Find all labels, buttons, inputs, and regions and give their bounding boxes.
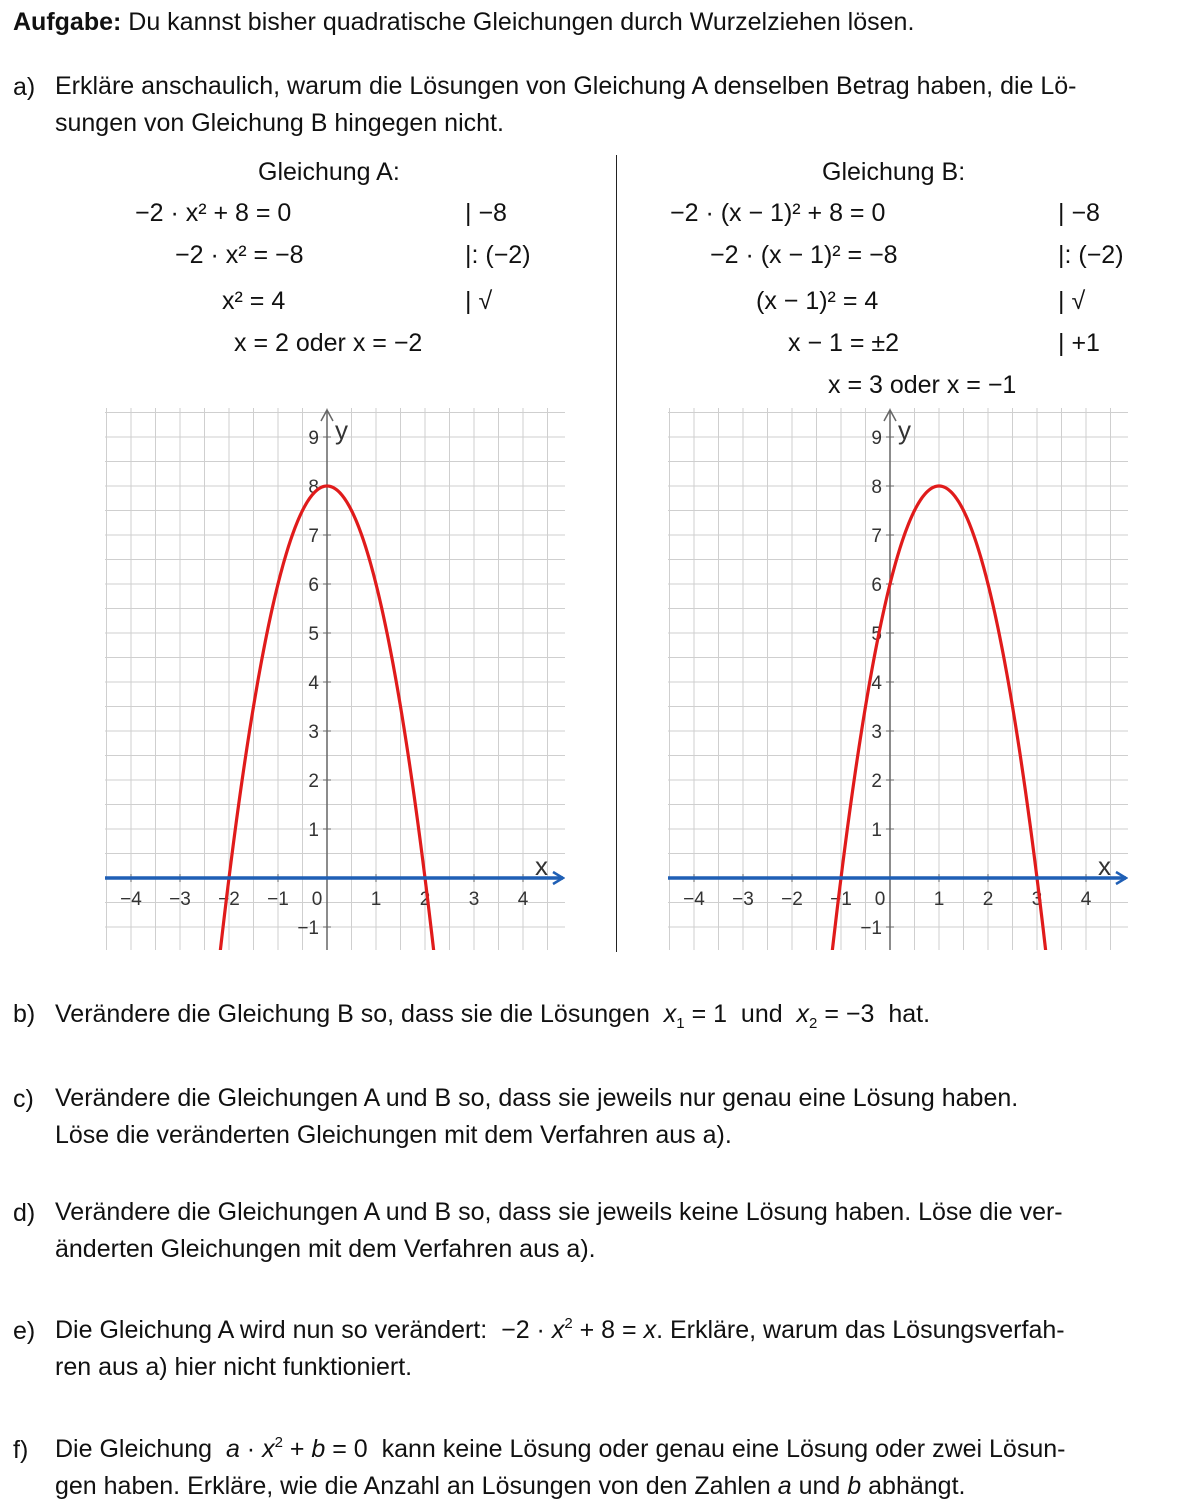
equation-a-row4: x = 2 oder x = −2 xyxy=(234,329,423,357)
item-f-eq-dot: · xyxy=(239,1435,263,1463)
item-f-line2-und: und xyxy=(798,1472,841,1500)
item-f-line2-a: a xyxy=(777,1472,792,1500)
equation-a-row1 xyxy=(135,199,291,228)
y-tick-label: 5 xyxy=(308,624,319,645)
x-tick-label: 1 xyxy=(933,889,945,910)
x-tick-label: −2 xyxy=(781,889,803,910)
item-b-und: und xyxy=(740,1000,783,1028)
item-a-line2: sungen von Gleichung B hingegen nicht. xyxy=(55,109,504,137)
item-f-line2-before: gen haben. Erkläre, wie die Anzahl an Lösungen von den Zahlen xyxy=(55,1472,771,1500)
y-tick-label: 4 xyxy=(308,673,319,694)
item-f-text-before: Die Gleichung xyxy=(55,1435,213,1463)
y-tick-label: 4 xyxy=(871,673,882,694)
item-d-line2: änderten Gleichungen mit dem Verfahren aus a). xyxy=(55,1235,596,1263)
x-tick-label: 0 xyxy=(874,889,886,910)
x-tick-label: −1 xyxy=(830,889,852,910)
x-tick-label: 4 xyxy=(517,889,529,910)
y-tick-label: 1 xyxy=(308,820,319,841)
y-tick-label: 5 xyxy=(871,624,882,645)
equation-b-row3 xyxy=(756,287,878,316)
item-f-line2-after: abhängt. xyxy=(868,1472,966,1500)
equation-a-row3-lhs: x² = 4 xyxy=(222,287,286,315)
equation-b-row1 xyxy=(670,199,885,228)
x-tick-label: −4 xyxy=(120,889,142,910)
item-c-line2: Löse die veränderten Gleichungen mit dem Verfahren aus a). xyxy=(55,1121,732,1149)
y-tick-label: 7 xyxy=(871,526,882,547)
grid xyxy=(668,408,1128,950)
x-tick-label: 3 xyxy=(468,889,480,910)
y-tick-label: 3 xyxy=(308,722,319,743)
item-f-eq-plus: + xyxy=(282,1435,312,1463)
y-tick-label: 6 xyxy=(871,575,882,596)
item-d-letter: d) xyxy=(13,1199,36,1227)
y-tick-label: 8 xyxy=(308,477,319,498)
x-tick-label: 0 xyxy=(311,889,323,910)
x-tick-label: −2 xyxy=(218,889,240,910)
equation-b-row5: x = 3 oder x = −1 xyxy=(828,371,1017,399)
x-tick-label: 2 xyxy=(419,889,431,910)
item-e-eq-x: x xyxy=(551,1316,565,1344)
item-b-text-before: Verändere die Gleichung B so, dass sie die Lösungen xyxy=(55,1000,650,1028)
y-tick-label: −1 xyxy=(860,918,882,939)
equation-b-title: Gleichung B: xyxy=(822,158,966,186)
y-tick-label: −1 xyxy=(297,918,319,939)
x-tick-label: −3 xyxy=(169,889,191,910)
item-f-eq-b: b xyxy=(311,1435,326,1463)
equation-a-row1-lhs: −2 · x² + 8 = 0 xyxy=(135,199,292,227)
item-f-eq-end: = 0 xyxy=(325,1435,368,1463)
item-f-letter: f) xyxy=(13,1436,29,1464)
y-tick-label: 9 xyxy=(871,428,882,449)
x-axis-label: x xyxy=(1098,851,1111,881)
item-f-line2-b: b xyxy=(847,1472,862,1500)
y-tick-label: 6 xyxy=(308,575,319,596)
equation-a-row2 xyxy=(175,241,304,270)
item-f-eq-a: a xyxy=(225,1435,240,1463)
item-c-text xyxy=(55,1080,1180,1154)
item-e-text xyxy=(55,1312,1180,1386)
x-tick-label: −4 xyxy=(683,889,705,910)
item-e-eq-exp: 2 xyxy=(564,1315,573,1332)
equation-a-row2-lhs: −2 · x² = −8 xyxy=(175,241,304,269)
item-d-line1: Verändere die Gleichungen A und B so, dass sie jeweils keine Lösung haben. Löse die ver- xyxy=(55,1198,1063,1226)
item-f-eq-exp: 2 xyxy=(274,1434,283,1451)
y-tick-label: 8 xyxy=(871,477,882,498)
task-text: Du kannst bisher quadratische Gleichungen durch Wurzelziehen lösen. xyxy=(128,8,915,36)
equation-b-row3-lhs: (x − 1)² = 4 xyxy=(756,287,879,315)
item-b-x1-sub: 1 xyxy=(676,1015,685,1032)
equation-b-row3-step: | √ xyxy=(1058,287,1086,315)
column-divider xyxy=(616,155,617,952)
y-tick-label: 2 xyxy=(871,771,882,792)
item-f-text-after: kann keine Lösung oder genau eine Lösung oder zwei Lösun- xyxy=(381,1435,1066,1463)
item-f-line1 xyxy=(55,1431,1180,1468)
item-b-x1: x xyxy=(663,1000,677,1028)
y-tick-label: 3 xyxy=(871,722,882,743)
x-tick-label: 1 xyxy=(370,889,382,910)
item-b-letter: b) xyxy=(13,1000,36,1028)
y-tick-label: 1 xyxy=(871,820,882,841)
item-b-text xyxy=(55,1000,931,1032)
item-c-line1: Verändere die Gleichungen A und B so, dass sie jeweils nur genau eine Lösung haben. xyxy=(55,1084,1019,1112)
x-tick-label: 2 xyxy=(982,889,994,910)
item-b-x2: x xyxy=(796,1000,810,1028)
x-tick-label: 3 xyxy=(1031,889,1043,910)
graph-b xyxy=(668,408,1128,950)
y-tick-label: 2 xyxy=(308,771,319,792)
y-tick-label: 7 xyxy=(308,526,319,547)
item-a-line1: Erkläre anschaulich, warum die Lösungen von Gleichung A denselben Betrag haben, die Lö- xyxy=(55,72,1077,100)
equation-b-row4-step: | +1 xyxy=(1058,329,1100,357)
equation-a-row2-step: |: (−2) xyxy=(465,241,531,269)
y-axis-label: y xyxy=(898,415,911,445)
item-e-letter: e) xyxy=(13,1317,36,1345)
item-e-line2: ren aus a) hier nicht funktioniert. xyxy=(55,1353,413,1381)
equation-b-row4-lhs: x − 1 = ±2 xyxy=(788,329,900,357)
task-header xyxy=(13,8,914,37)
y-tick-label: 9 xyxy=(308,428,319,449)
equation-b-row2-step: |: (−2) xyxy=(1058,241,1124,269)
item-e-line1 xyxy=(55,1312,1180,1349)
equation-b-row1-lhs: −2 · (x − 1)² + 8 = 0 xyxy=(670,199,886,227)
equation-b-row2 xyxy=(710,241,898,270)
y-axis-label: y xyxy=(335,415,348,445)
item-f-eq-x: x xyxy=(262,1435,275,1463)
task-label: Aufgabe: xyxy=(13,8,122,36)
item-e-text-before: Die Gleichung A wird nun so verändert: xyxy=(55,1316,488,1344)
item-b-x2-sub: 2 xyxy=(809,1015,818,1032)
x-tick-label: −1 xyxy=(267,889,289,910)
equation-a-row3 xyxy=(222,287,285,316)
item-e-eq-rhs: x xyxy=(643,1316,657,1344)
item-c-letter: c) xyxy=(13,1085,34,1113)
equation-a-row3-step: | √ xyxy=(465,287,493,315)
item-b-x2-value: = −3 xyxy=(824,1000,875,1028)
graph-a xyxy=(105,408,565,950)
item-b-text-after: hat. xyxy=(888,1000,931,1028)
item-e-text-after: . Erkläre, warum das Lösungsverfah- xyxy=(656,1316,1065,1344)
item-f-text xyxy=(55,1431,1180,1505)
equation-b-row1-step: | −8 xyxy=(1058,199,1100,227)
x-axis-label: x xyxy=(535,851,548,881)
x-tick-label: −3 xyxy=(732,889,754,910)
item-e-eq-mid: + 8 = xyxy=(572,1316,644,1344)
item-a-text xyxy=(55,68,1180,142)
equation-b-row2-lhs: −2 · (x − 1)² = −8 xyxy=(710,241,898,269)
equation-b-row4 xyxy=(788,329,899,358)
item-e-eq-pre: −2 · xyxy=(501,1316,552,1344)
item-d-text xyxy=(55,1194,1180,1268)
equation-a-row1-step: | −8 xyxy=(465,199,507,227)
x-tick-label: 4 xyxy=(1080,889,1092,910)
item-f-line2 xyxy=(55,1468,1180,1505)
item-b-x1-value: = 1 xyxy=(691,1000,728,1028)
item-a-letter: a) xyxy=(13,73,36,101)
equation-a-title: Gleichung A: xyxy=(258,158,400,186)
